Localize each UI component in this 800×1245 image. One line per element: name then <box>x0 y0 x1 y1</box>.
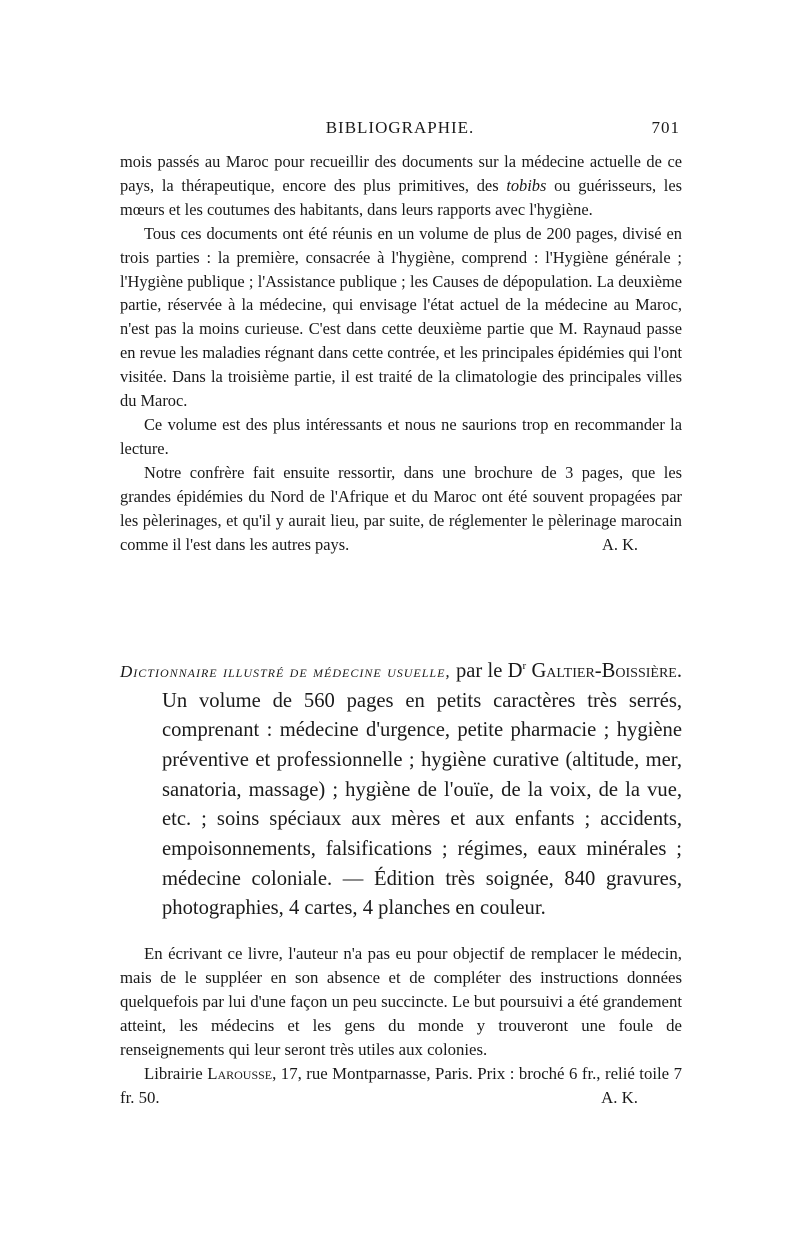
superscript: r <box>522 660 527 672</box>
paragraph: En écrivant ce livre, l'auteur n'a pas eu pour objectif de remplacer le médecin, mais de le suppléer en son absence et de compléter des instructions données quelquefois par lui d'une façon un peu succincte. Le but poursuivi a été grandement atteint, les médecins et les gens du monde y trouveront une foule de renseignements qui leur seront très utiles aux colonies. <box>120 944 682 1059</box>
author-name: Galtier-Boissière. <box>526 659 682 682</box>
review-dictionnaire <box>120 942 682 1110</box>
book-description: Un volume de 560 pages en petits caractères très serrés, comprenant : médecine d'urgence, petite pharmacie ; hygiène préventive et professionnelle ; hygiène curative (altitude, mer, sanatoria, massage) ; hygiène de l'ouïe, de la voix, de la vue, etc. ; soins spéciaux aux mères et aux enfants ; accidents, empoisonnements, falsifications ; régimes, eaux minérales ; médecine coloniale. — Édition très soignée, 840 gravures, photographies, 4 cartes, 4 planches en couleur. <box>162 689 682 920</box>
signature: A. K. <box>601 1088 638 1108</box>
paragraph <box>120 150 682 222</box>
publisher-name: Larousse <box>207 1064 273 1083</box>
paragraph: Notre confrère fait ensuite ressortir, dans une brochure de 3 pages, que les grandes épidémies du Nord de l'Afrique et du Maroc ont été souvent propagées par les pèlerinages, et qu'il y aurait lieu, par suite, de réglementer le pèlerinage marocain comme il l'est dans les autres pays. <box>120 462 682 554</box>
bibliographic-entry <box>120 652 682 924</box>
text-span: mois passés au Maroc pour recueillir des documents sur la médecine actuelle de ce pays, la thérapeutique, encore des plus primitives, des <box>120 152 682 195</box>
review-raynaud <box>120 150 682 556</box>
signature: A. K. <box>602 534 638 554</box>
text-span: , 17, rue Montparnasse, Paris. Prix : broché 6 fr., relié toile 7 fr. 50. <box>120 1064 682 1107</box>
text-span: Librairie <box>144 1064 208 1083</box>
text-span: par le D <box>450 659 523 682</box>
text-span: ou guérisseurs, les mœurs et les coutumes des habitants, dans leurs rapports avec l'hygiène. <box>120 175 682 219</box>
paragraph: Ce volume est des plus intéressants et nous ne saurions trop en recommander la lecture. <box>120 414 682 458</box>
italic-term: tobibs <box>506 175 547 195</box>
book-title: Dictionnaire illustré de médecine usuelle, <box>120 661 451 681</box>
running-header <box>120 118 680 142</box>
paragraph: Tous ces documents ont été réunis en un volume de plus de 200 pages, divisé en trois parties : la première, consacrée à l'hygiène, comprend : l'Hygiène générale ; l'Hygiène publique ; l'Assistance publique ; les Causes de dépopulation. La deuxième partie, réservée à la médecine, qui envisage l'état actuel de la médecine au Maroc, n'est pas la moins curieuse. C'est dans cette deuxième partie que M. Raynaud passe en revue les maladies régnant dans cette contrée, et les principales épidémies qui l'ont visitée. Dans la troisième partie, il est traité de la climatologie des principales villes du Maroc. <box>120 223 682 411</box>
page-number: 701 <box>651 118 680 137</box>
header-title: BIBLIOGRAPHIE. <box>325 118 475 137</box>
